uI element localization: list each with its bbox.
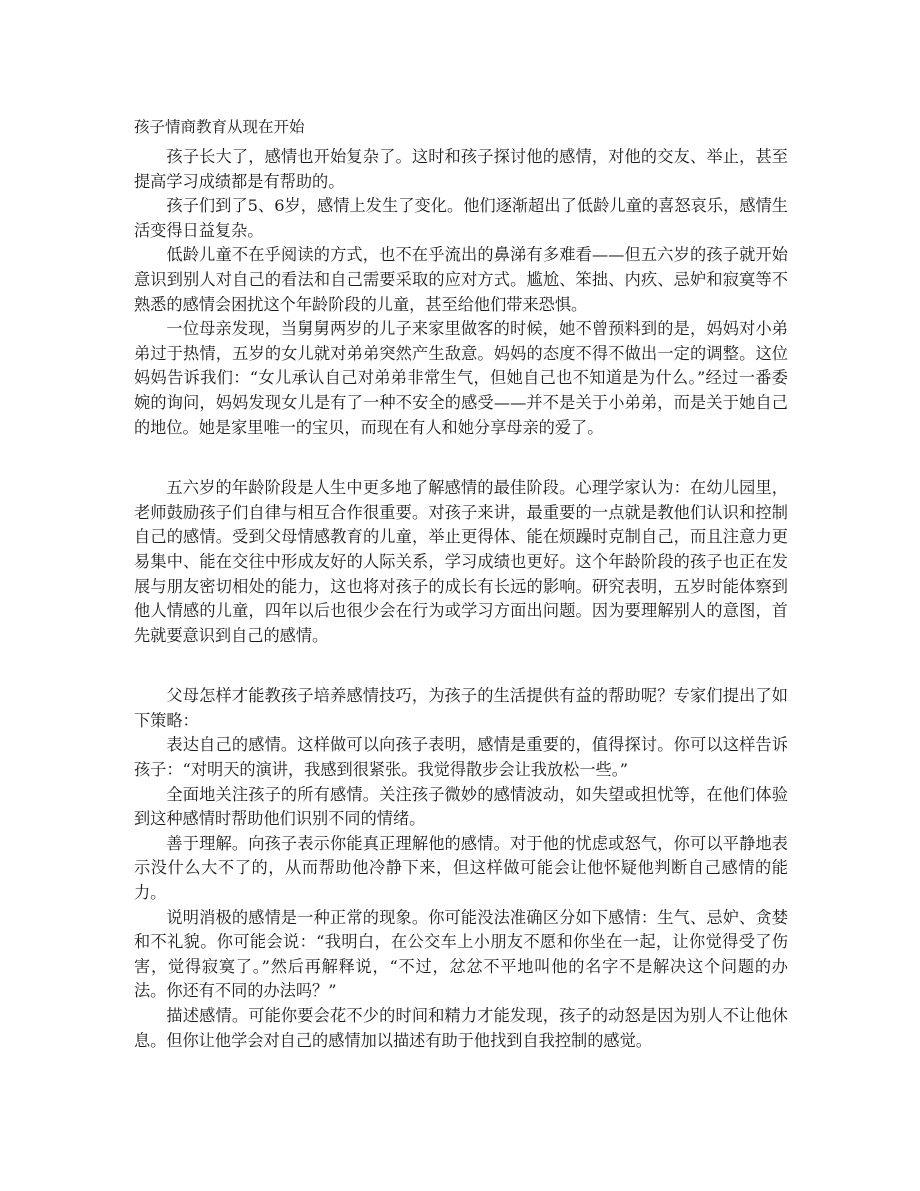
paragraph: 孩子长大了，感情也开始复杂了。这时和孩子探讨他的感情，对他的交友、举止，甚至提高学习成绩都是有帮助的。 bbox=[134, 147, 788, 191]
section-gap bbox=[134, 440, 788, 476]
paragraph: 说明消极的感情是一种正常的现象。你可能没法准确区分如下感情：生气、忌妒、贪婪和不礼貌。你可能会说：“我明白，在公交车上小朋友不愿和你坐在一起，让你觉得受了伤害，觉得寂寞了。”然后再解释说，“不过，忿忿不平地叫他的名字不是解决这个问题的办法。你还有不同的办法吗？” bbox=[134, 907, 788, 1001]
paragraph: 父母怎样才能教孩子培养感情技巧，为孩子的生活提供有益的帮助呢？专家们提出了如下策略： bbox=[134, 686, 788, 730]
paragraph: 一位母亲发现，当舅舅两岁的儿子来家里做客的时候，她不曾预料到的是，妈妈对小弟弟过于热情，五岁的女儿就对弟弟突然产生敌意。妈妈的态度不得不做出一定的调整。这位妈妈告诉我们：“女儿承认自己对弟弟非常生气，但她自己也不知道是为什么。”经过一番委婉的询问，妈妈发现女儿是有了一种不安全的感受——并不是关于小弟弟，而是关于她自己的地位。她是家里唯一的宝贝，而现在有人和她分享母亲的爱了。 bbox=[134, 319, 788, 437]
document-title: 孩子情商教育从现在开始 bbox=[134, 118, 305, 136]
document-page bbox=[134, 116, 788, 1053]
paragraph: 孩子们到了5、6岁，感情上发生了变化。他们逐渐超出了低龄儿童的喜怒哀乐，感情生活变得日益复杂。 bbox=[134, 196, 788, 240]
paragraph: 五六岁的年龄阶段是人生中更多地了解感情的最佳阶段。心理学家认为：在幼儿园里，老师鼓励孩子们自律与相互合作很重要。对孩子来讲，最重要的一点就是教他们认识和控制自己的感情。受到父母情感教育的儿童，举止更得体、能在烦躁时克制自己，而且注意力更易集中、能在交往中形成友好的人际关系，学习成绩也更好。这个年龄阶段的孩子也正在发展与朋友密切相处的能力，这也将对孩子的成长有长远的影响。研究表明，五岁时能体察到他人情感的儿童，四年以后也很少会在行为或学习方面出问题。因为要理解别人的意图，首先就要意识到自己的感情。 bbox=[134, 478, 788, 645]
paragraph: 表达自己的感情。这样做可以向孩子表明，感情是重要的，值得探讨。你可以这样告诉孩子：“对明天的演讲，我感到很紧张。我觉得散步会让我放松一些。” bbox=[134, 735, 788, 780]
paragraph: 全面地关注孩子的所有感情。关注孩子微妙的感情波动，如失望或担忧等，在他们体验到这种感情时帮助他们识别不同的情绪。 bbox=[134, 784, 788, 829]
section-gap bbox=[134, 648, 788, 684]
paragraph: 描述感情。可能你要会花不少的时间和精力才能发现，孩子的动怒是因为别人不让他休息。但你让他学会对自己的感情加以描述有助于他找到自我控制的感觉。 bbox=[134, 1006, 788, 1050]
paragraph: 低龄儿童不在乎阅读的方式，也不在乎流出的鼻涕有多难看——但五六岁的孩子就开始意识到别人对自己的看法和自己需要采取的应对方式。尴尬、笨拙、内疚、忌妒和寂寞等不熟悉的感情会困扰这个年龄阶段的儿童，甚至给他们带来恐惧。 bbox=[134, 245, 788, 314]
paragraph: 善于理解。向孩子表示你能真正理解他的感情。对于他的忧虑或怒气，你可以平静地表示没什么大不了的，从而帮助他冷静下来，但这样做可能会让他怀疑他判断自己感情的能力。 bbox=[134, 833, 788, 903]
